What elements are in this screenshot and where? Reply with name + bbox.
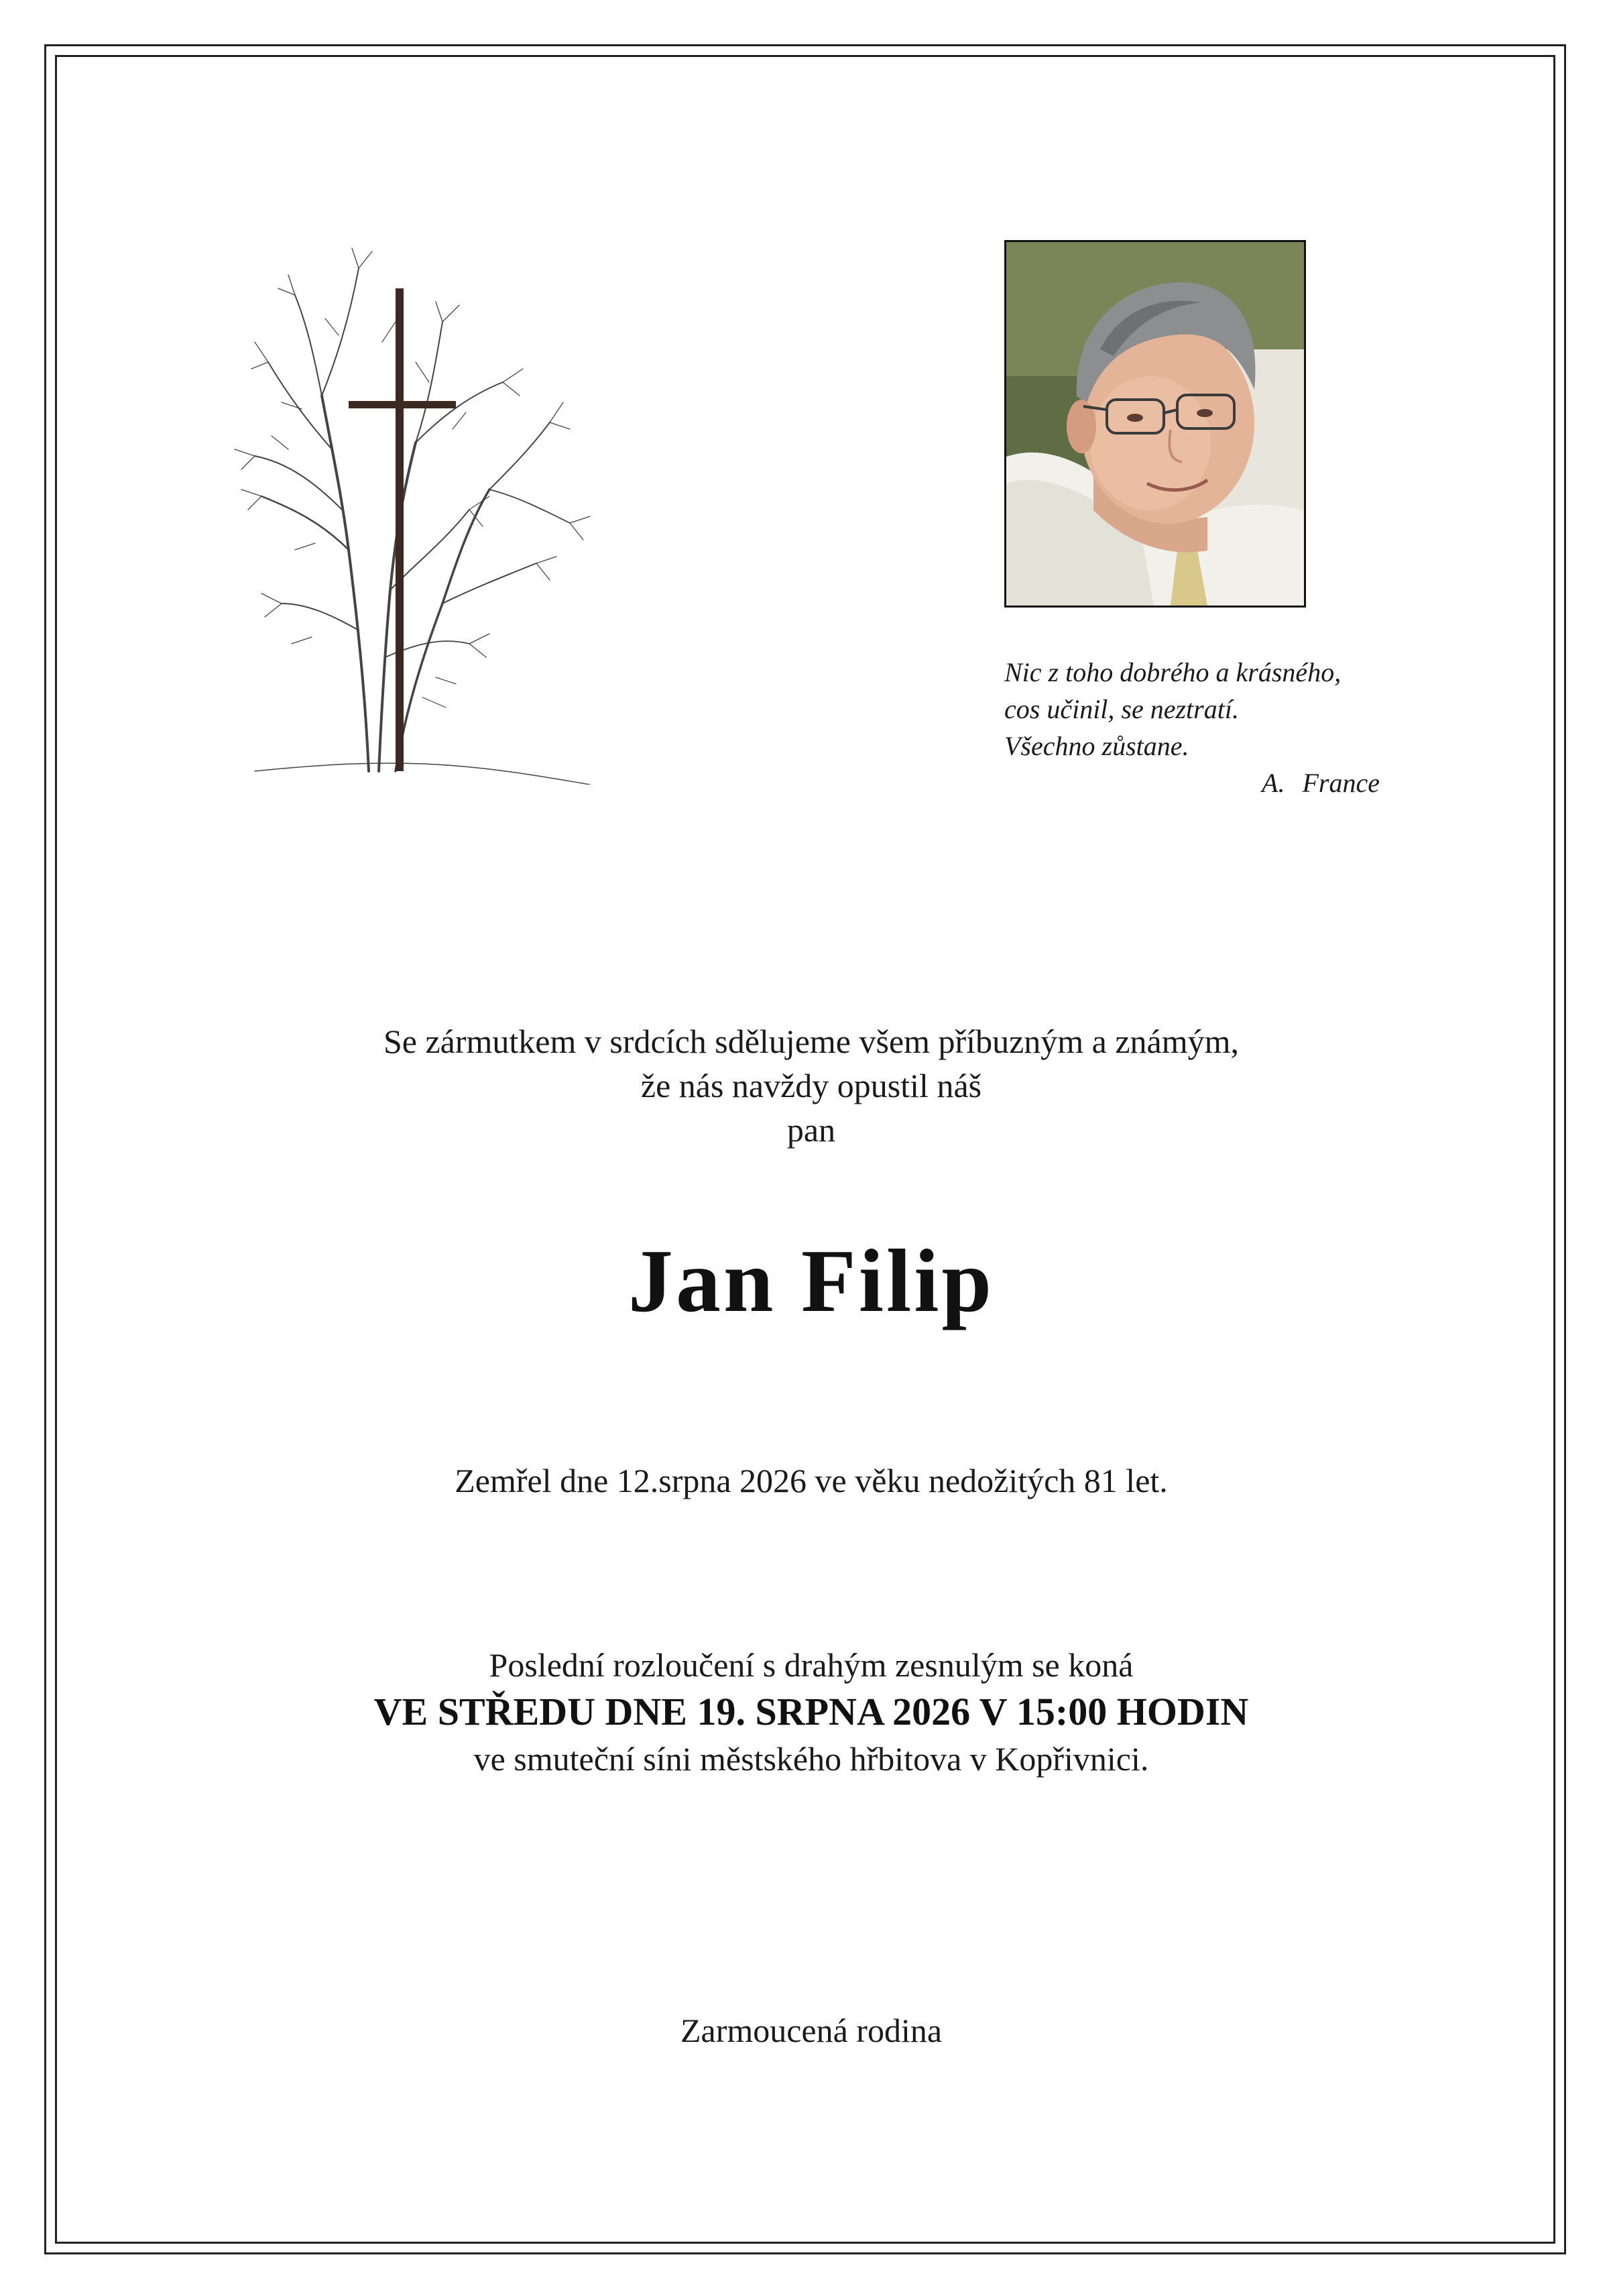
death-info: Zemřel dne 12.srpna 2026 ve věku nedožitých 81 let. bbox=[455, 1462, 1168, 1499]
announcement-intro bbox=[80, 1019, 1542, 1152]
intro-line: že nás navždy opustil náš bbox=[640, 1067, 982, 1104]
memorial-quote bbox=[1004, 654, 1420, 801]
deceased-name: Jan Filip bbox=[628, 1231, 995, 1330]
quote-line: Nic z toho dobrého a krásného, bbox=[1004, 657, 1342, 687]
quote-author: A. France bbox=[1262, 768, 1380, 798]
funeral-line: Poslední rozloučení s drahým zesnulým se koná bbox=[489, 1646, 1134, 1684]
family-signature: Zarmoucená rodina bbox=[680, 2012, 943, 2049]
funeral-place: ve smuteční síni městského hřbitova v Kopřivnici. bbox=[473, 1740, 1149, 1778]
quote-line: Všechno zůstane. bbox=[1004, 731, 1189, 761]
intro-line: Se zármutkem v srdcích sdělujeme všem příbuzným a známým, bbox=[383, 1023, 1240, 1060]
funeral-date: VE STŘEDU DNE 19. SRPNA 2026 V 15:00 HODIN bbox=[373, 1690, 1249, 1733]
intro-line: pan bbox=[786, 1111, 836, 1149]
funeral-info bbox=[80, 1643, 1542, 1781]
tree-with-cross-icon bbox=[215, 228, 617, 785]
portrait-photo bbox=[1004, 240, 1306, 608]
quote-line: cos učinil, se neztratí. bbox=[1004, 694, 1239, 724]
